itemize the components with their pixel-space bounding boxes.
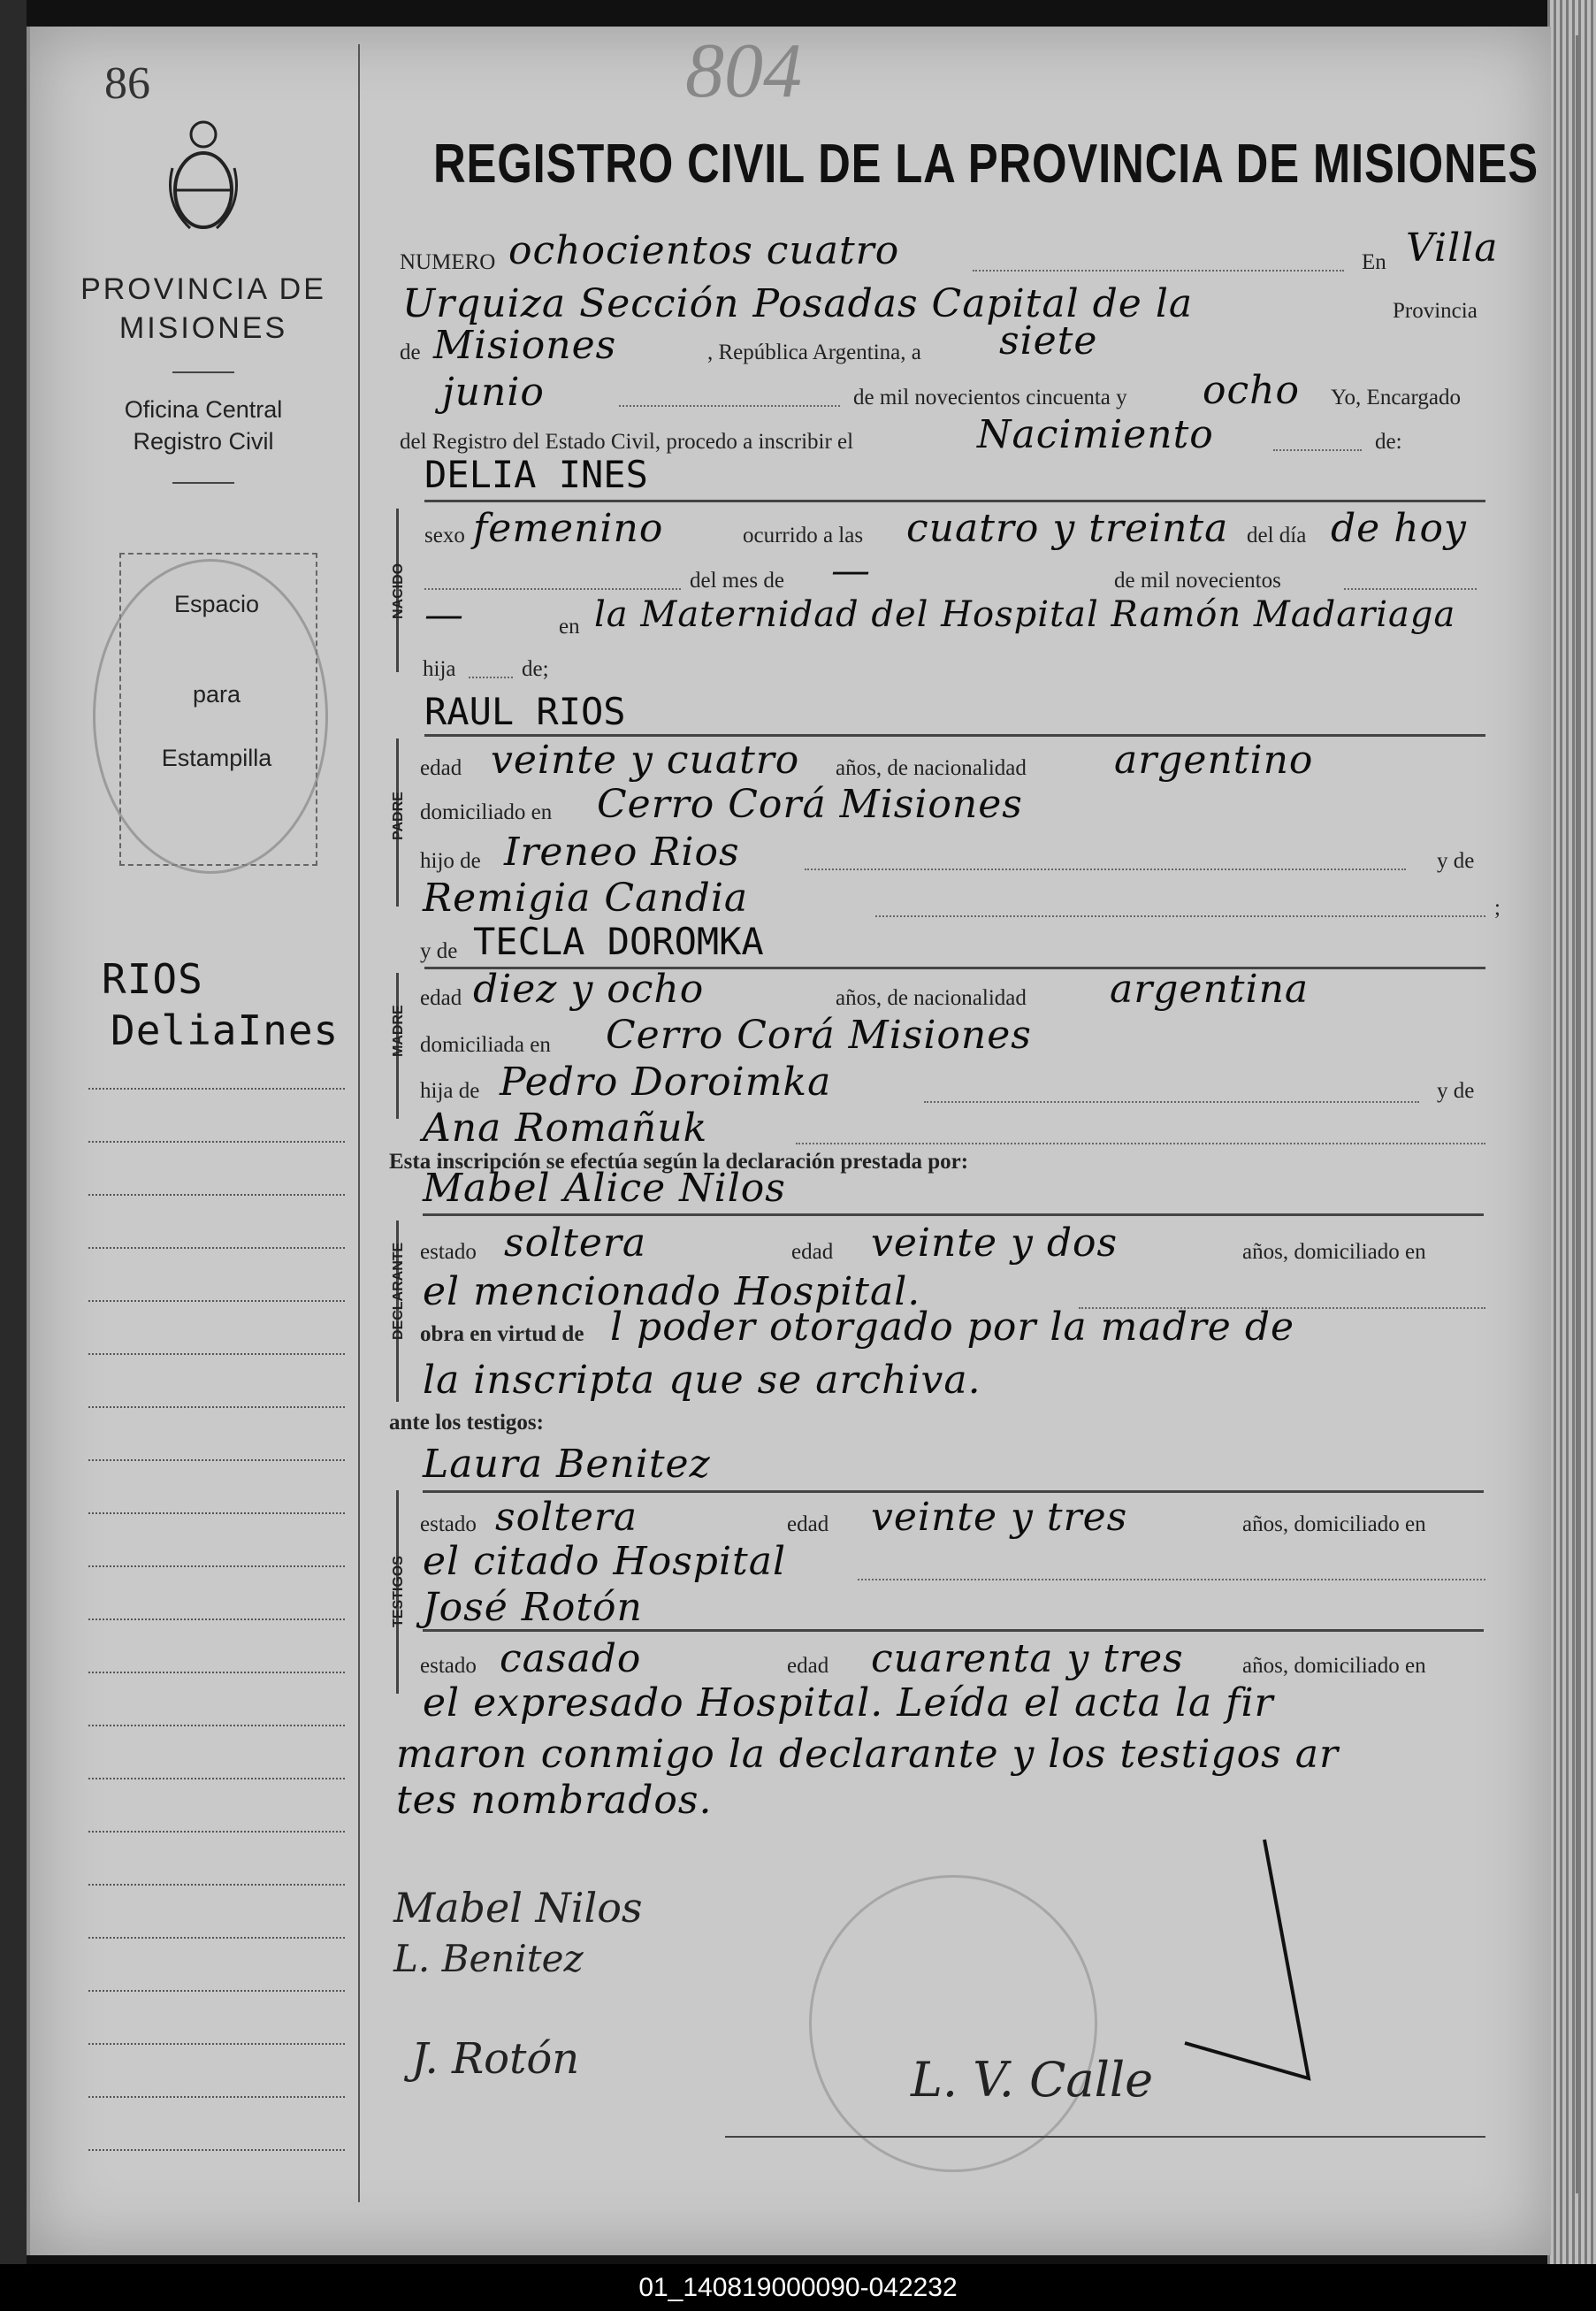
record-number-stamp: 804: [685, 28, 802, 114]
ruled-line: [88, 1512, 345, 1516]
section-label-padre: PADRE: [391, 792, 406, 840]
dotted-line: [619, 405, 840, 407]
field-madre-nombre: TECLA DOROMKA: [473, 920, 764, 963]
ruled-line: [88, 1459, 345, 1463]
label-del-dia: del día: [1247, 524, 1307, 547]
divider: [172, 482, 234, 484]
label-en: En: [1362, 250, 1386, 274]
label-ocurrido: ocurrido a las: [743, 524, 864, 547]
rule-line: [423, 1490, 1484, 1493]
label-hija: hija: [423, 657, 456, 681]
label-de-3: de;: [522, 657, 549, 681]
field-testigo1-edad: veinte y tres: [871, 1495, 1128, 1540]
label-nacionalidad: años, de nacionalidad: [836, 756, 1027, 780]
page-edges: [1547, 0, 1596, 2264]
field-madre-domicilio: Cerro Corá Misiones: [606, 1013, 1032, 1058]
dotted-line: [424, 588, 681, 590]
ruled-line: [88, 1300, 345, 1304]
label-mil-novecientos-2: de mil novecientos: [1114, 569, 1281, 593]
field-cierre-linea-2: maron conmigo la declarante y los testigos ar: [396, 1732, 1339, 1777]
field-declarante-edad: veinte y dos: [871, 1221, 1119, 1266]
field-sexo: femenino: [473, 506, 664, 551]
label-obra: obra en virtud de: [420, 1322, 584, 1346]
label-domiciliado-t1: años, domiciliado en: [1242, 1512, 1426, 1536]
field-testigo2-nombre: José Rotón: [423, 1585, 643, 1630]
label-registro: del Registro del Estado Civil, procedo a inscribir el: [400, 430, 854, 454]
signature-flourish-icon: [1167, 1831, 1317, 2096]
rule-line: [423, 1213, 1484, 1216]
ruled-line: [88, 1247, 345, 1251]
label-mil-novecientos: de mil novecientos cincuenta y: [853, 386, 1127, 409]
office-line-2: Registro Civil: [133, 428, 274, 455]
field-lugar: Urquiza Sección Posadas Capital de la: [402, 281, 1194, 326]
ruled-line: [88, 1725, 345, 1728]
field-en: Villa: [1406, 226, 1499, 271]
label-republica: , República Argentina, a: [707, 341, 921, 364]
section-label-nacido: NACIDO: [391, 562, 406, 619]
label-edad-declarante: edad: [791, 1240, 834, 1264]
section-label-declarante: DECLARANTE: [391, 1242, 406, 1340]
ruled-line: [88, 1406, 345, 1410]
ruled-line: [88, 1672, 345, 1675]
field-declarante-nombre: Mabel Alice Nilos: [423, 1166, 786, 1211]
section-label-madre: MADRE: [391, 1005, 406, 1057]
label-edad-madre: edad: [420, 986, 462, 1010]
field-padre-padre: Ireneo Rios: [504, 830, 740, 875]
label-de: de: [400, 341, 421, 364]
label-del-mes: del mes de: [690, 569, 784, 593]
dotted-line: [805, 869, 1406, 870]
label-ante-testigos: ante los testigos:: [389, 1411, 544, 1435]
dotted-line: [1273, 449, 1362, 451]
field-madre-padre: Pedro Doroimka: [500, 1060, 832, 1105]
signature-declarante: Mabel Nilos: [393, 1884, 643, 1932]
ruled-line: [88, 2149, 345, 2153]
label-nacionalidad-madre: años, de nacionalidad: [836, 986, 1027, 1010]
margin-surname: RIOS: [102, 955, 203, 1003]
dotted-line: [875, 915, 1485, 917]
label-domiciliado-declarante: años, domiciliado en: [1242, 1240, 1426, 1264]
field-anio-nacimiento: —: [424, 593, 464, 638]
label-yo-encargado: Yo, Encargado: [1331, 386, 1461, 409]
label-domiciliado-t2: años, domiciliado en: [1242, 1654, 1426, 1678]
field-padre-domicilio: Cerro Corá Misiones: [597, 782, 1023, 827]
label-estado-t1: estado: [420, 1512, 477, 1536]
label-estado-t2: estado: [420, 1654, 477, 1678]
label-y-de-madre: y de: [420, 939, 458, 963]
field-testigo1-domicilio: el citado Hospital: [423, 1539, 787, 1584]
label-declaracion-intro: Esta inscripción se efectúa según la declaración prestada por:: [389, 1150, 969, 1174]
dotted-line: [924, 1101, 1419, 1103]
ruled-line: [88, 1353, 345, 1357]
field-mes-nacimiento: —: [831, 548, 871, 593]
dotted-line: [1344, 588, 1477, 590]
label-edad-t1: edad: [787, 1512, 829, 1536]
label-semicolon: ;: [1494, 896, 1501, 920]
book-spine: [0, 0, 27, 2311]
label-domiciliada: domiciliada en: [420, 1033, 551, 1057]
field-mes: junio: [442, 370, 545, 415]
dotted-line: [858, 1579, 1485, 1580]
field-obra-linea-1: l poder otorgado por la madre de: [610, 1305, 1295, 1350]
coat-of-arms-icon: [164, 115, 243, 239]
field-dia: siete: [999, 318, 1098, 363]
ruled-line: [88, 1884, 345, 1887]
dotted-line: [796, 1143, 1485, 1144]
field-madre-nacionalidad: argentina: [1110, 967, 1310, 1012]
signature-oficial: L. V. Calle: [911, 2052, 1154, 2108]
field-numero: ochocientos cuatro: [508, 228, 900, 273]
page-number: 86: [104, 58, 150, 109]
divider: [172, 371, 234, 373]
field-madre-madre: Ana Romañuk: [423, 1106, 708, 1151]
label-numero: NUMERO: [400, 250, 496, 274]
label-y-de-2: y de: [1437, 1079, 1475, 1103]
label-edad-t2: edad: [787, 1654, 829, 1678]
margin-given-names: DeliaInes: [111, 1006, 340, 1054]
signature-testigo-2: J. Rotón: [411, 2034, 580, 2084]
official-seal-stamp: [809, 1875, 1097, 2172]
image-identifier: 01_140819000090-042232: [0, 2264, 1596, 2311]
office-heading: [62, 394, 345, 457]
margin-divider: [358, 44, 360, 2202]
dotted-line: [469, 677, 513, 678]
field-provincia: Misiones: [433, 323, 617, 368]
field-acto: Nacimiento: [977, 412, 1214, 457]
ruled-line: [88, 1831, 345, 1834]
ruled-line: [88, 1937, 345, 1940]
ruled-line: [88, 1088, 345, 1091]
province-heading: PROVINCIA DE MISIONES: [80, 272, 326, 345]
field-padre-madre: Remigia Candia: [423, 876, 749, 921]
label-sexo: sexo: [424, 524, 465, 547]
rule-line: [423, 1629, 1484, 1632]
ruled-line: [88, 1778, 345, 1781]
field-padre-edad: veinte y cuatro: [491, 738, 800, 783]
field-testigo2-edad: cuarenta y tres: [871, 1636, 1184, 1681]
field-padre-nacionalidad: argentino: [1114, 738, 1314, 783]
ruled-line: [88, 1565, 345, 1569]
field-testigo2-estado: casado: [500, 1636, 642, 1681]
ruled-line: [88, 2096, 345, 2100]
label-en-lugar: en: [559, 615, 580, 639]
label-hijo-de: hijo de: [420, 849, 481, 873]
field-dia-nacimiento: de hoy: [1331, 506, 1467, 551]
label-domiciliado: domiciliado en: [420, 800, 553, 824]
field-anio: ocho: [1203, 368, 1300, 413]
office-line-1: Oficina Central: [124, 396, 283, 423]
field-declarante-domicilio: el mencionado Hospital.: [423, 1269, 921, 1314]
label-edad: edad: [420, 756, 462, 780]
ruled-line: [88, 1141, 345, 1144]
signature-line: [725, 2136, 1485, 2138]
field-cierre-linea-1: el expresado Hospital. Leída el acta la fir: [423, 1680, 1274, 1726]
rule-line: [424, 734, 1485, 737]
field-lugar-nacimiento: la Maternidad del Hospital Ramón Madariaga: [594, 594, 1456, 635]
dotted-line: [973, 270, 1344, 272]
label-de-2: de:: [1375, 430, 1402, 454]
field-declarante-estado: soltera: [504, 1221, 647, 1266]
field-obra-linea-2: la inscripta que se archiva.: [423, 1358, 981, 1403]
ruled-line: [88, 2043, 345, 2047]
field-hora: cuatro y treinta: [906, 506, 1229, 551]
label-estado: estado: [420, 1240, 477, 1264]
rule-line: [424, 500, 1485, 502]
label-hija-de: hija de: [420, 1079, 480, 1103]
stamp-label-3: Estampilla: [161, 745, 272, 771]
page-right-border: [1576, 35, 1578, 2193]
field-padre-nombre: RAUL RIOS: [424, 690, 626, 733]
label-y-de: y de: [1437, 849, 1475, 873]
field-nacido-nombre: DELIA INES: [424, 453, 648, 496]
ruled-line: [88, 1618, 345, 1622]
field-testigo1-estado: soltera: [495, 1495, 638, 1540]
field-madre-edad: diez y ocho: [473, 967, 705, 1012]
stamp-label-1: Espacio: [173, 591, 260, 617]
stamp-label-2: para: [192, 681, 241, 708]
ruled-line: [88, 1990, 345, 1993]
ruled-line: [88, 1194, 345, 1198]
page-title: REGISTRO CIVIL DE LA PROVINCIA DE MISIONES: [433, 134, 1539, 195]
signature-testigo-1: L. Benitez: [393, 1937, 584, 1980]
field-cierre-linea-3: tes nombrados.: [396, 1778, 713, 1823]
section-label-testigos: TESTIGOS: [391, 1556, 406, 1627]
label-provincia: Provincia: [1393, 299, 1478, 323]
field-testigo1-nombre: Laura Benitez: [423, 1442, 711, 1487]
